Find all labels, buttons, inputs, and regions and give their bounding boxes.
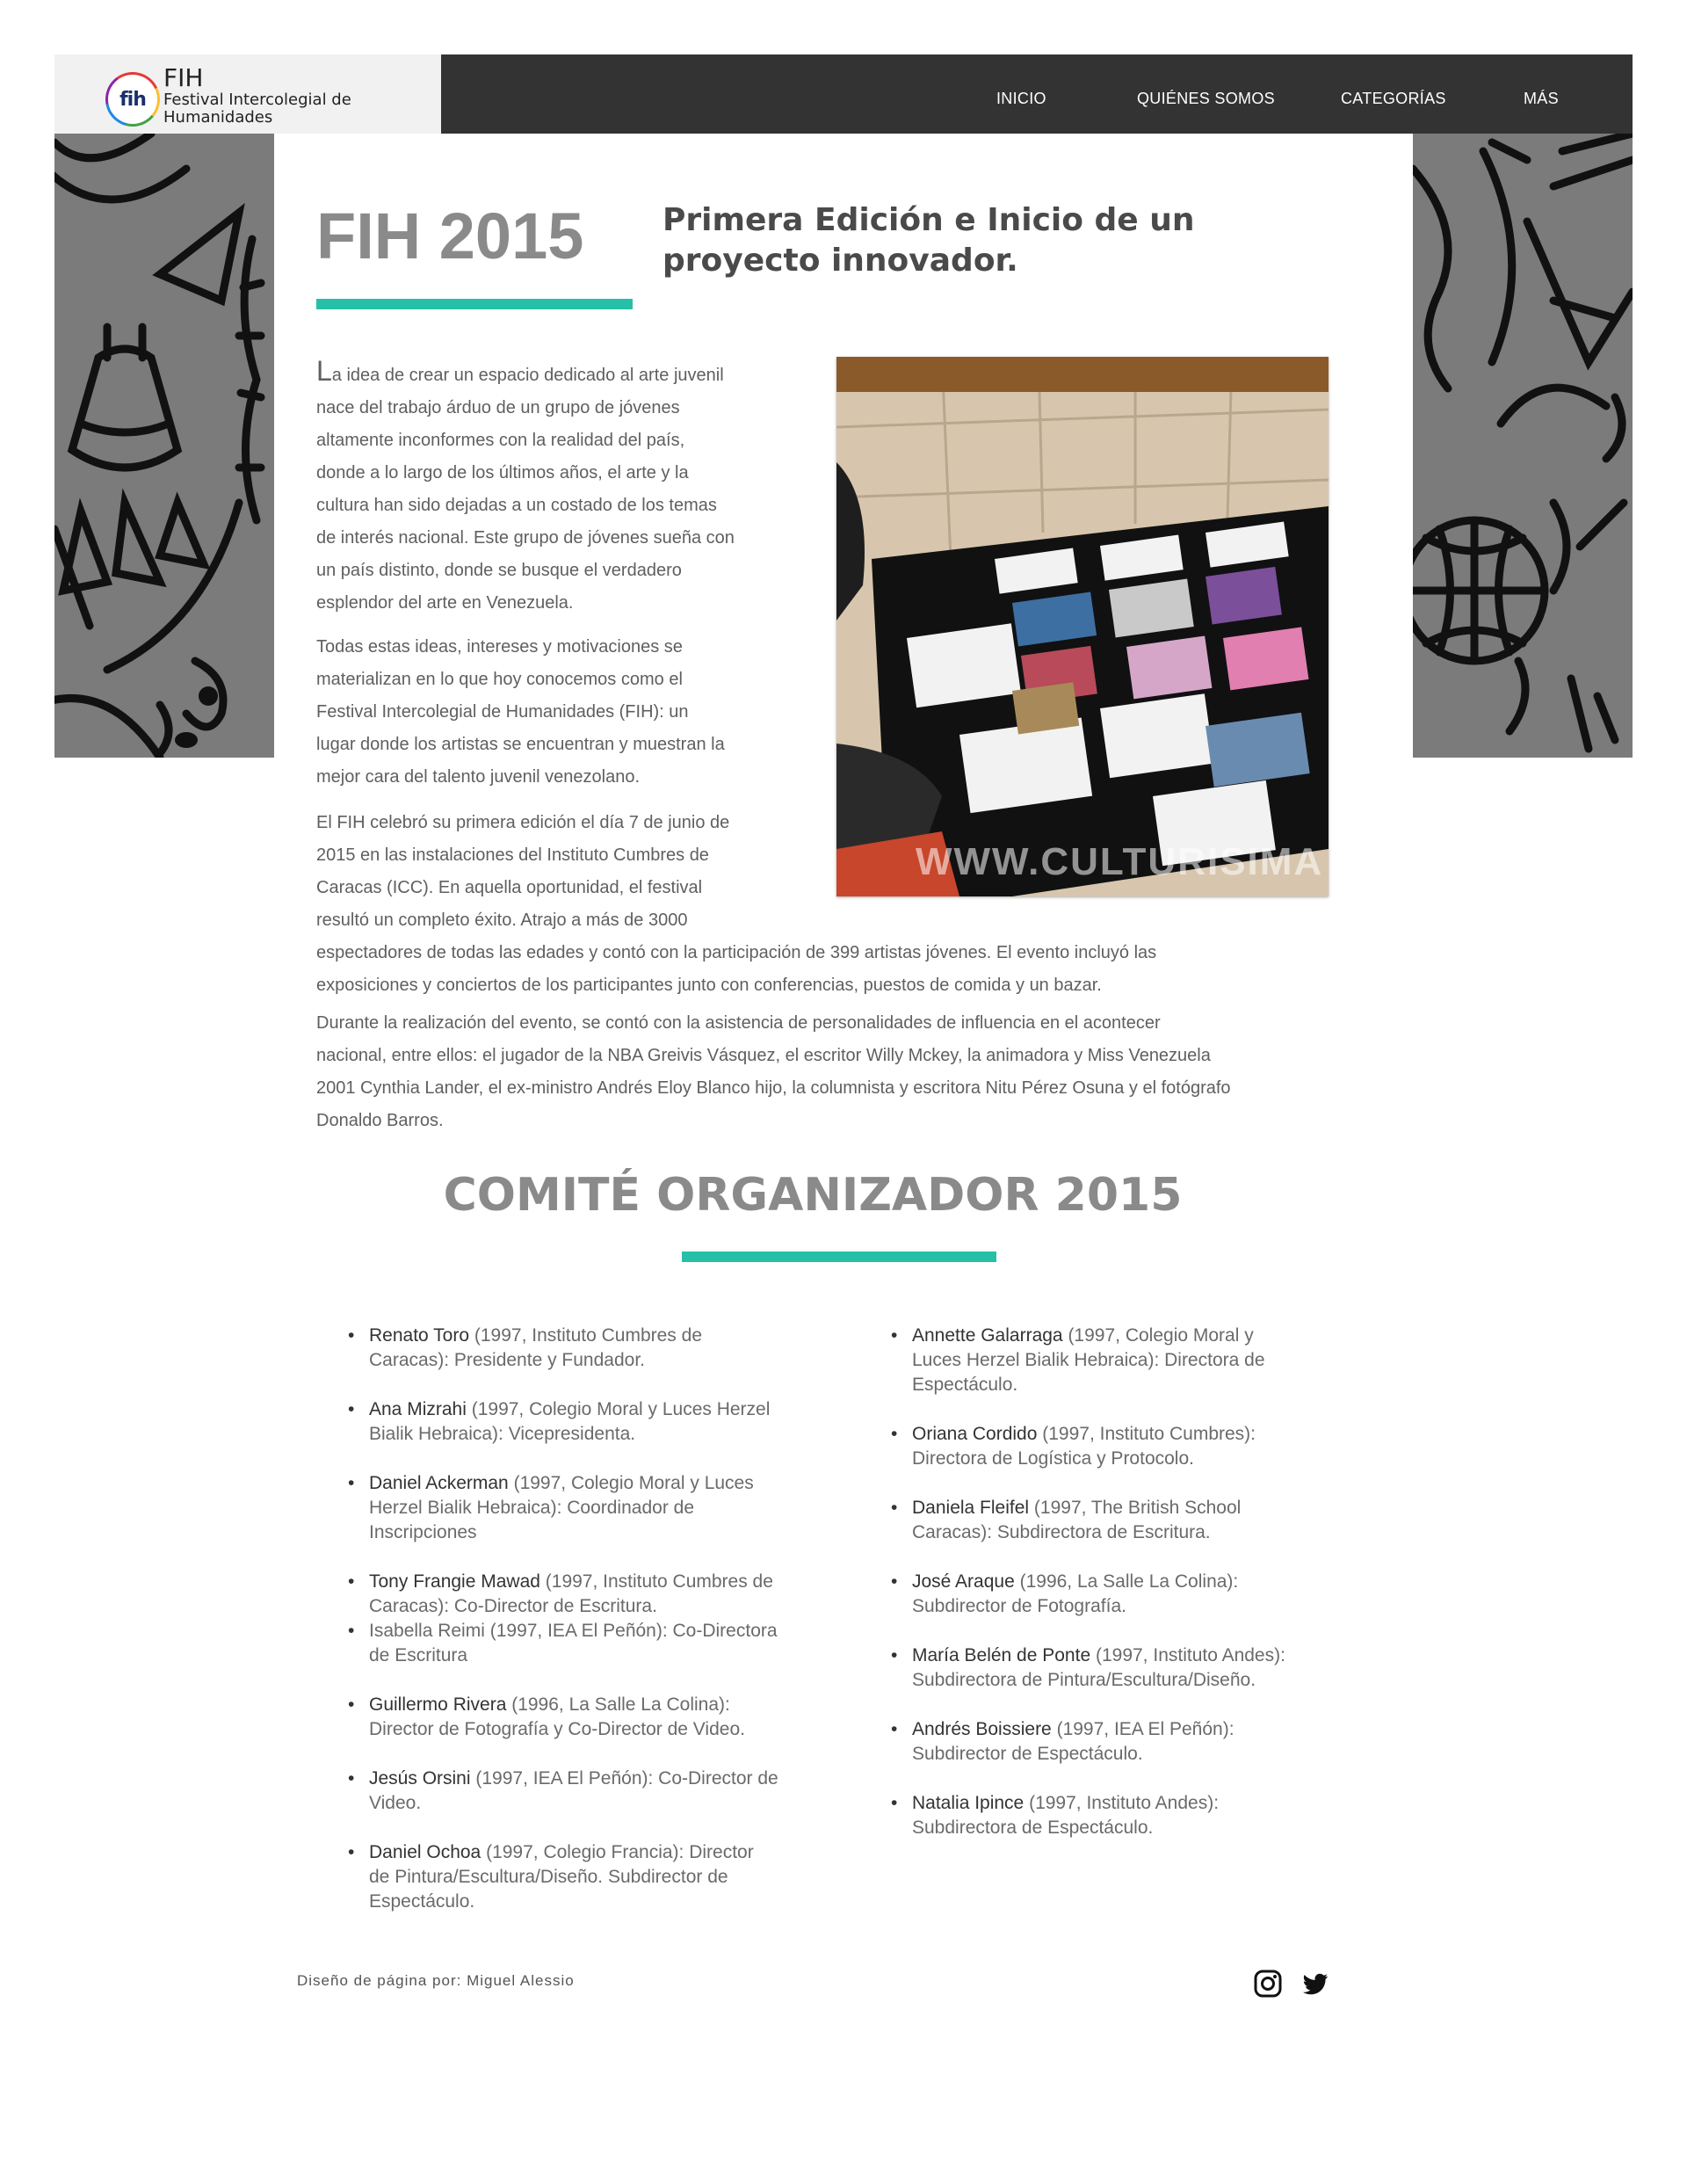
member-name: Ana Mizrahi [369, 1399, 467, 1419]
member-name: Annette Galarraga [912, 1325, 1063, 1346]
doodle-pattern-right [1413, 134, 1633, 758]
member-line: de Pintura/Escultura/Diseño. Subdirector de [369, 1867, 728, 1887]
member-line [369, 1397, 778, 1422]
drop-cap: L [316, 355, 332, 387]
member-line: Espectáculo. [369, 1891, 475, 1912]
festival-photo [836, 357, 1329, 896]
logo-abbreviation: FIH [163, 63, 204, 92]
member-line: • Isabella Reimi (1997, IEA El Peñón): Co-Directora [369, 1621, 778, 1641]
member-name: Andrés Boissiere [912, 1719, 1052, 1739]
intro-paragraph-1 [316, 355, 735, 620]
doodle-pattern-left [54, 134, 274, 758]
member-line: Subdirectora de Pintura/Escultura/Diseño. [912, 1670, 1256, 1690]
list-item [912, 1717, 1285, 1767]
member-name: Guillermo Rivera [369, 1694, 507, 1715]
member-line [912, 1570, 1285, 1594]
text-line: resultó un completo éxito. Atrajo a más de 3000 [316, 911, 688, 930]
twitter-icon[interactable] [1300, 1969, 1330, 1999]
text-line [316, 355, 735, 392]
list-item [912, 1643, 1285, 1693]
member-line: Director de Fotografía y Co-Director de Video. [369, 1719, 745, 1739]
member-detail: (1997, IEA El Peñón): Co-Director de [470, 1768, 778, 1789]
member-line: Subdirector de Fotografía. [912, 1596, 1126, 1616]
member-detail: (1997, The British School [1029, 1498, 1242, 1518]
text-line: Caracas (ICC). En aquella oportunidad, el festival [316, 878, 703, 897]
title-underline [316, 299, 633, 309]
text-line: donde a lo largo de los últimos años, el arte y la [316, 463, 689, 483]
right-decorative-panel [1413, 134, 1633, 758]
site-logo[interactable] [54, 54, 441, 134]
nav-categorias[interactable]: CATEGORÍAS [1341, 90, 1446, 107]
text-line: nace del trabajo árduo de un grupo de jóvenes [316, 398, 680, 417]
member-line: Bialik Hebraica): Vicepresidenta. [369, 1424, 636, 1444]
text-line: materializan en lo que hoy conocemos como el [316, 670, 683, 689]
text-line: 2001 Cynthia Lander, el ex-ministro Andrés Eloy Blanco hijo, la columnista y escritora Nitu Pérez Osuna y el fotógrafo [316, 1078, 1231, 1098]
text-line-span: a idea de crear un espacio dedicado al arte juvenil [331, 366, 724, 385]
text-line: Todas estas ideas, intereses y motivaciones se [316, 637, 683, 657]
member-line [369, 1693, 778, 1717]
member-detail: (1997, Instituto Andes): [1024, 1793, 1220, 1813]
main-navigation [441, 54, 1633, 134]
page-design-credit: Diseño de página por: Miguel Alessio [297, 1972, 575, 1989]
instagram-glyph [1253, 1969, 1283, 1999]
member-name: Renato Toro [369, 1325, 470, 1346]
member-line: Luces Herzel Bialik Hebraica): Directora de [912, 1350, 1265, 1370]
member-detail: (1997, Colegio Moral y Luces Herzel [466, 1399, 771, 1419]
member-line: Subdirectora de Espectáculo. [912, 1818, 1154, 1838]
member-detail: (1996, La Salle La Colina): [506, 1694, 730, 1715]
member-line: Caracas): Co-Director de Escritura. [369, 1596, 657, 1616]
photo-watermark: WWW.CULTURISIMA [916, 840, 1324, 883]
member-line [912, 1324, 1285, 1348]
member-line [369, 1570, 778, 1594]
member-line [912, 1717, 1285, 1742]
member-line [912, 1791, 1285, 1816]
intro-paragraph-2 [316, 631, 725, 794]
member-name: José Araque [912, 1571, 1015, 1592]
nav-inicio[interactable]: INICIO [996, 90, 1046, 107]
member-line [369, 1840, 778, 1865]
text-line: altamente inconformes con la realidad del país, [316, 431, 685, 450]
list-item [369, 1397, 778, 1447]
list-item [912, 1422, 1285, 1471]
text-line: exposiciones y conciertos de los participantes junto con conferencias, puestos de comida y un bazar. [316, 976, 1102, 995]
text-line: mejor cara del talento juvenil venezolano. [316, 767, 640, 787]
member-detail: (1997, Instituto Cumbres): [1037, 1424, 1256, 1444]
page-title: FIH 2015 [316, 200, 584, 272]
member-line [912, 1422, 1285, 1447]
text-line: de interés nacional. Este grupo de jóvenes sueña con [316, 528, 735, 548]
list-item [912, 1570, 1285, 1619]
member-name: María Belén de Ponte [912, 1645, 1091, 1665]
member-name: Daniel Ochoa [369, 1842, 481, 1862]
member-detail: (1997, Instituto Cumbres de [469, 1325, 703, 1346]
list-item [912, 1496, 1285, 1545]
member-detail: (1997, Instituto Andes): [1090, 1645, 1285, 1665]
member-name: Jesús Orsini [369, 1768, 471, 1789]
left-decorative-panel [54, 134, 274, 758]
committee-title: COMITÉ ORGANIZADOR 2015 [443, 1169, 1183, 1222]
member-name: Natalia Ipince [912, 1793, 1025, 1813]
member-name: Daniel Ackerman [369, 1473, 509, 1493]
text-line: El FIH celebró su primera edición el día 7 de junio de [316, 813, 730, 832]
nav-quienes-somos[interactable]: QUIÉNES SOMOS [1137, 90, 1275, 107]
member-line [369, 1767, 778, 1791]
list-item [369, 1767, 778, 1816]
member-line: Video. [369, 1793, 422, 1813]
member-line: de Escritura [369, 1645, 468, 1665]
member-name: Daniela Fleifel [912, 1498, 1030, 1518]
committee-underline [682, 1252, 996, 1262]
text-line: Durante la realización del evento, se contó con la asistencia de personalidades de influencia en el acontecer [316, 1013, 1161, 1033]
intro-paragraph-4 [316, 1007, 1231, 1137]
member-name: Oriana Cordido [912, 1424, 1038, 1444]
text-line: nacional, entre ellos: el jugador de la NBA Greivis Vásquez, el escritor Willy Mckey, la animadora y Miss Venezuela [316, 1046, 1211, 1065]
committee-list-left [369, 1324, 778, 1914]
member-line [369, 1324, 778, 1348]
photo-illustration [836, 357, 1329, 896]
logo-full-name: Festival Intercolegial de Humanidades [163, 91, 351, 127]
instagram-icon[interactable] [1253, 1969, 1283, 1999]
text-line: espectadores de todas las edades y contó con la participación de 399 artistas jóvenes. El evento incluyó las [316, 943, 1157, 962]
twitter-glyph [1300, 1969, 1330, 1999]
member-line: Inscripciones [369, 1522, 477, 1542]
list-item [369, 1693, 778, 1742]
member-line: Espectáculo. [912, 1375, 1018, 1395]
member-detail: (1997, Colegio Moral y Luces [508, 1473, 754, 1493]
member-line [369, 1471, 778, 1496]
list-item [912, 1791, 1285, 1840]
text-line: cultura han sido dejadas a un costado de los temas [316, 496, 717, 515]
nav-mas[interactable]: MÁS [1524, 90, 1559, 107]
text-line: un país distinto, donde se busque el verdadero [316, 561, 682, 580]
committee-list-right [912, 1324, 1285, 1840]
member-line: Directora de Logística y Protocolo. [912, 1448, 1194, 1469]
member-line: Caracas): Subdirectora de Escritura. [912, 1522, 1211, 1542]
text-line: Donaldo Barros. [316, 1111, 444, 1130]
member-line: Herzel Bialik Hebraica): Coordinador de [369, 1498, 695, 1518]
member-name: Tony Frangie Mawad [369, 1571, 540, 1592]
list-item [369, 1324, 778, 1373]
page-subtitle: Primera Edición e Inicio de un proyecto innovador. [662, 202, 1195, 279]
member-detail: (1997, Instituto Cumbres de [539, 1571, 773, 1592]
member-line: Caracas): Presidente y Fundador. [369, 1350, 645, 1370]
list-item [369, 1619, 778, 1668]
member-line: Subdirector de Espectáculo. [912, 1744, 1143, 1764]
list-item [912, 1324, 1285, 1397]
text-line: esplendor del arte en Venezuela. [316, 593, 574, 613]
text-line: 2015 en las instalaciones del Instituto Cumbres de [316, 845, 709, 865]
text-line: Festival Intercolegial de Humanidades (FIH): un [316, 702, 689, 722]
member-line [912, 1496, 1285, 1520]
member-detail: (1996, La Salle La Colina): [1014, 1571, 1239, 1592]
logo-mark-text: fih [119, 88, 146, 111]
list-item [369, 1840, 778, 1914]
list-item [369, 1471, 778, 1545]
member-detail: (1997, Colegio Francia): Director [481, 1842, 754, 1862]
logo-mark [105, 72, 160, 127]
member-detail: (1997, Colegio Moral y [1062, 1325, 1254, 1346]
member-detail: (1997, IEA El Peñón): [1051, 1719, 1234, 1739]
list-item [369, 1570, 778, 1619]
text-line: lugar donde los artistas se encuentran y muestran la [316, 735, 725, 754]
member-line [912, 1643, 1285, 1668]
